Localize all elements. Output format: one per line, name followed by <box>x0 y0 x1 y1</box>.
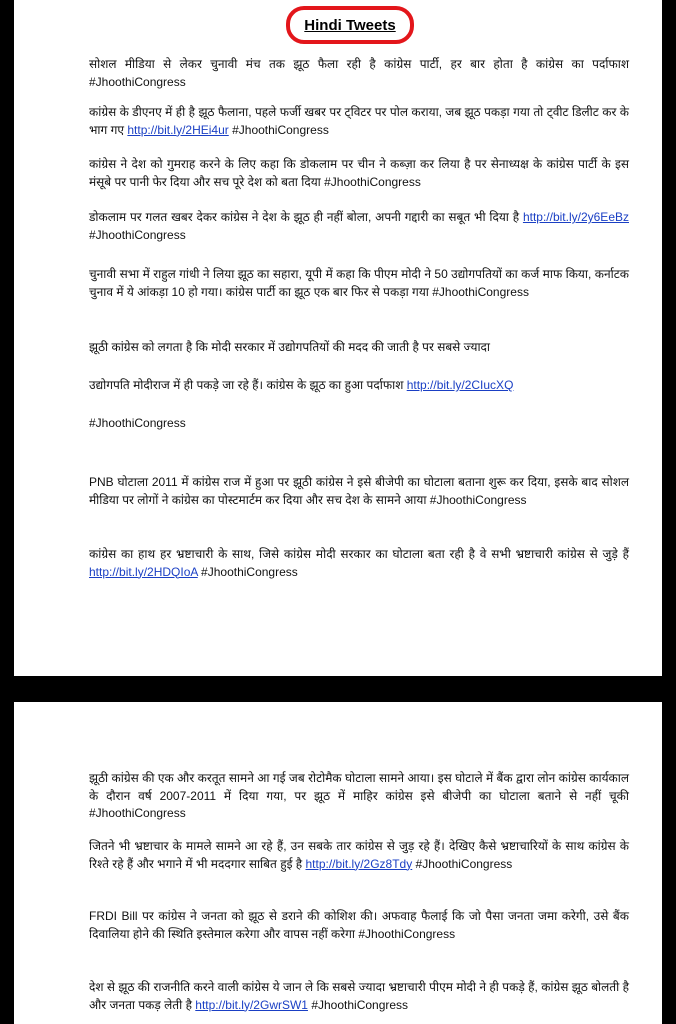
tweet-hashtag: #JhoothiCongress <box>307 997 409 1012</box>
tweet-text: कांग्रेस का हाथ हर भ्रष्टाचारी के साथ, जिसे कांग्रेस मोदी सरकार का घोटाला बता रही है वे सभी भ्रष्टाचारी कांग्रेस से जुड़े हैं <box>89 547 629 561</box>
tweet-hashtag: #JhoothiCongress <box>412 856 513 871</box>
tweet-paragraph <box>89 415 629 433</box>
tweet-text: उद्योगपति मोदीराज में ही पकड़े जा रहे हैं। कांग्रेस के झूठ का हुआ पर्दाफाश <box>89 378 407 392</box>
tweet-link[interactable]: http://bit.ly/2HEi4ur <box>127 122 229 137</box>
tweet-paragraph <box>89 908 629 943</box>
tweet-link[interactable]: http://bit.ly/2CIucXQ <box>406 378 514 392</box>
tweet-text: #JhoothiCongress <box>89 416 186 430</box>
tweet-paragraph <box>89 209 629 244</box>
tweet-link[interactable]: http://bit.ly/2Gz8Tdy <box>305 856 413 871</box>
tweet-text: देश से झूठ की राजनीति करने वाली कांग्रेस ये जान ले कि सबसे ज्यादा भ्रष्टाचारी पीएम मोदी ने ही पकड़े हैं, कांग्रेस झूठ बोलती है और जनता पकड़ लेती है <box>89 980 629 1012</box>
tweet-text: कांग्रेस के डीएनए में ही है झूठ फैलाना, पहले फर्जी खबर पर ट्विटर पर पोल कराया, जब झूठ पकड़ा गया तो ट्वीट डिलीट कर के भाग गए <box>89 105 629 137</box>
tweet-paragraph <box>89 770 629 823</box>
tweet-link[interactable]: http://bit.ly/2y6EeBz <box>522 210 629 224</box>
tweet-paragraph <box>89 266 629 301</box>
tweet-paragraph <box>89 56 629 91</box>
tweet-text: PNB घोटाला 2011 में कांग्रेस राज में हुआ पर झूठी कांग्रेस ने इसे बीजेपी का घोटाला बताना शुरू कर दिया, इसके बाद सोशल मीडिया पर लोगों ने कांग्रेस का पोस्टमार्टम कर दिया और सच देश के सामने आया #JhoothiCongress <box>89 475 629 507</box>
tweet-text: झूठी कांग्रेस की एक और करतूत सामने आ गई जब रोटोमैक घोटाला सामने आया। इस घोटाले में बैंक द्वारा लोन कांग्रेस कार्यकाल के दौरान वर्ष 2007-2011 में दिया गया, पर झूठ में माहिर कांग्रेस इसे बीजेपी का घोटाला बताने से नहीं चूकी #JhoothiCongress <box>89 771 629 820</box>
document-title: Hindi Tweets <box>304 16 396 34</box>
tweet-text: जितने भी भ्रष्टाचार के मामले सामने आ रहे हैं, उन सबके तार कांग्रेस से जुड़ रहे हैं। देखिए कैसे भ्रष्टाचारियों के साथ कांग्रेस के रिश्ते रहे हैं और भगाने में भी मददगार साबित हुई है <box>89 839 629 871</box>
tweet-text: चुनावी सभा में राहुल गांधी ने लिया झूठ का सहारा, यूपी में कहा कि पीएम मोदी ने 50 उद्योगपतियों का कर्ज माफ किया, कर्नाटक चुनाव में ये आंकड़ा 10 हो गया। कांग्रेस पार्टी का झूठ एक बार फिर से पकड़ा गया #JhoothiCongress <box>89 267 629 299</box>
tweet-paragraph <box>89 979 629 1014</box>
title-highlight-circle <box>286 6 414 44</box>
tweet-text: कांग्रेस ने देश को गुमराह करने के लिए कहा कि डोकलाम पर चीन ने कब्ज़ा कर लिया है पर सेनाध्यक्ष के कांग्रेस पार्टी के इस मंसूबे पर पानी फेर दिया और सच पूरे देश को बता दिया #JhoothiCongress <box>89 157 629 189</box>
tweet-paragraph <box>89 838 629 873</box>
tweet-hashtag: #JhoothiCongress <box>197 564 298 579</box>
tweet-text: सोशल मीडिया से लेकर चुनावी मंच तक झूठ फैला रही है कांग्रेस पार्टी, हर बार होता है कांग्रेस का पर्दाफाश #JhoothiCongress <box>89 57 629 89</box>
tweet-paragraph <box>89 474 629 509</box>
tweet-hashtag: #JhoothiCongress <box>228 122 329 137</box>
tweet-paragraph <box>89 339 629 357</box>
tweet-paragraph <box>89 377 629 395</box>
document-page-1 <box>14 0 662 676</box>
tweet-text: FRDI Bill पर कांग्रेस ने जनता को झूठ से डराने की कोशिश की। अफवाह फैलाई कि जो पैसा जनता जमा करेगी, उसे बैंक दिवालिया होने की स्थिति इस्तेमाल करेगा और वापस नहीं करेगा #JhoothiCongress <box>89 909 629 941</box>
document-page-2 <box>14 702 662 1024</box>
tweet-paragraph <box>89 156 629 191</box>
tweet-link[interactable]: http://bit.ly/2GwrSW1 <box>195 997 308 1012</box>
tweet-hashtag: #JhoothiCongress <box>89 227 186 242</box>
tweet-text: झूठी कांग्रेस को लगता है कि मोदी सरकार में उद्योगपतियों की मदद की जाती है पर सबसे ज्यादा <box>89 340 491 354</box>
tweet-paragraph <box>89 104 629 139</box>
tweet-paragraph <box>89 546 629 581</box>
tweet-text: डोकलाम पर गलत खबर देकर कांग्रेस ने देश के झूठ ही नहीं बोला, अपनी गद्दारी का सबूत भी दिया है <box>89 210 523 224</box>
tweet-link[interactable]: http://bit.ly/2HDQIoA <box>89 564 198 579</box>
